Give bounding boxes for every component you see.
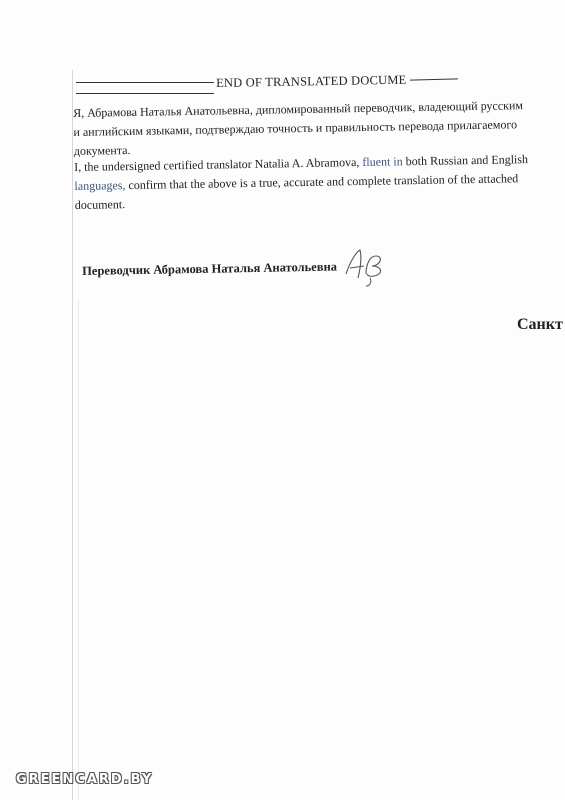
watermark: GREENCARD.BY bbox=[16, 772, 154, 787]
russian-statement-line-2: и английским языками, подтверждаю точность и правильность перевода прилагаемого bbox=[73, 117, 518, 139]
english-certification-statement bbox=[74, 149, 565, 215]
english-line-1-part-b: fluent in bbox=[362, 154, 403, 169]
english-line-2-part-b: confirm that the above is a true, accurate and complete translation of the attached bbox=[128, 171, 519, 193]
end-marker-rule-upper bbox=[76, 82, 214, 83]
russian-statement-line-3: документа. bbox=[73, 143, 131, 158]
english-line-2-part-a: languages, bbox=[74, 178, 126, 193]
english-line-1-part-c: both Russian and English bbox=[405, 152, 529, 169]
english-statement-line-3: document. bbox=[74, 197, 126, 212]
end-marker-rule-lower bbox=[76, 93, 214, 94]
russian-statement-line-1: Я, Абрамова Наталья Анатольевна, дипломированный переводчик, владеющий русским bbox=[73, 98, 524, 120]
city-name-fragment: Санкт bbox=[517, 316, 563, 333]
translator-signature-label: Переводчик Абрамова Наталья Анатольевна bbox=[82, 259, 338, 278]
scan-edge-line bbox=[72, 70, 73, 800]
scan-edge-line-faint bbox=[78, 300, 79, 800]
english-line-1-part-a: I, the undersigned certified translator Natalia A. Abramova, bbox=[74, 155, 360, 174]
end-of-document-marker: END OF TRANSLATED DOCUME bbox=[216, 72, 407, 90]
handwritten-signature bbox=[340, 244, 390, 288]
end-marker-rule-right bbox=[410, 78, 458, 80]
